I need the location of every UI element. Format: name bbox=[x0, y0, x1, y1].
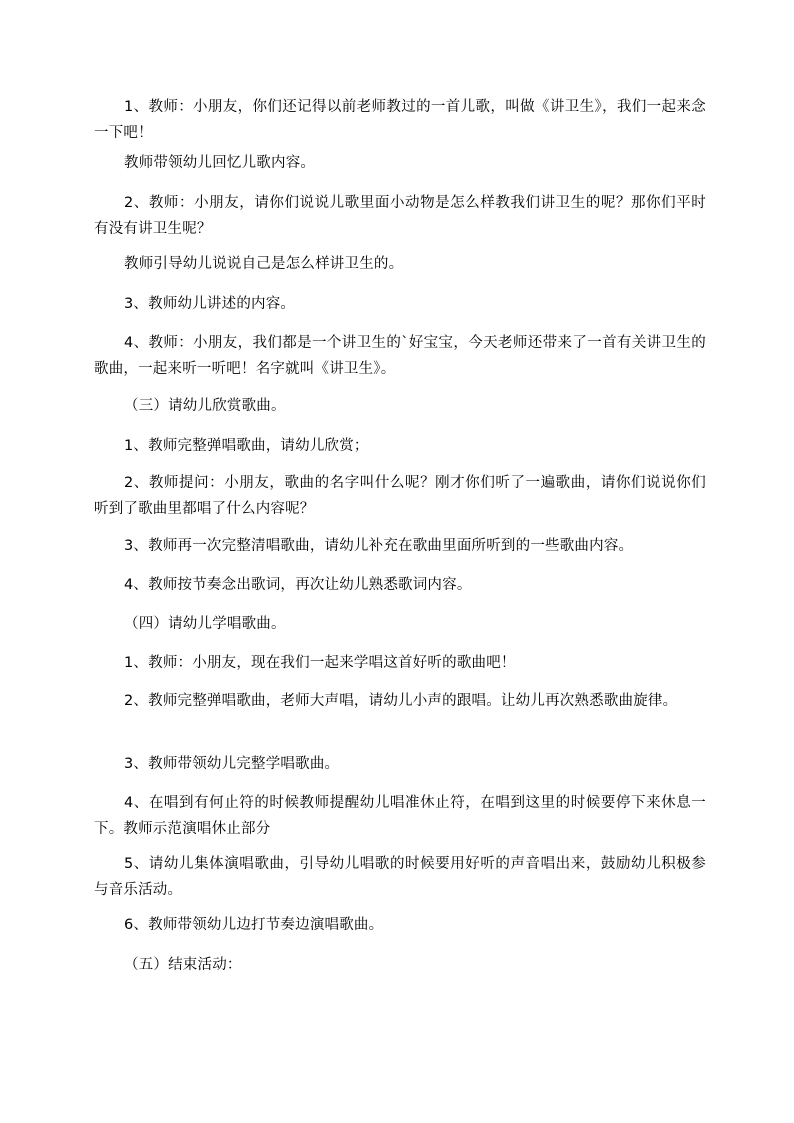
paragraph-3: 2、教师：小朋友，请你们说说儿歌里面小动物是怎么样教我们讲卫生的呢？那你们平时有没有讲卫生呢？ bbox=[94, 195, 706, 237]
paragraph-7: （三）请幼儿欣赏歌曲。 bbox=[124, 398, 286, 414]
paragraph-6: 4、教师：小朋友，我们都是一个讲卫生的`好宝宝，今天老师还带来了一首有关讲卫生的歌曲，一起来听一听吧！名字就叫《讲卫生》。 bbox=[94, 335, 706, 377]
paragraph-1: 1、教师：小朋友，你们还记得以前老师教过的一首儿歌，叫做《讲卫生》，我们一起来念一下吧！ bbox=[94, 99, 706, 141]
paragraph-19: （五）结束活动： bbox=[124, 957, 242, 973]
paragraph-17: 5、请幼儿集体演唱歌曲，引导幼儿唱歌的时候要用好听的声音唱出来，鼓励幼儿积极参与音乐活动。 bbox=[94, 856, 706, 898]
paragraph-12: （四）请幼儿学唱歌曲。 bbox=[124, 616, 286, 632]
paragraph-14: 2、教师完整弹唱歌曲，老师大声唱，请幼儿小声的跟唱。让幼儿再次熟悉歌曲旋律。 bbox=[124, 693, 678, 709]
paragraph-13: 1、教师：小朋友，现在我们一起来学唱这首好听的歌曲吧！ bbox=[124, 655, 516, 671]
paragraph-16: 4、在唱到有何止符的时候教师提醒幼儿唱准休止符，在唱到这里的时候要停下来休息一下。教师示范演唱休止部分 bbox=[94, 795, 706, 837]
paragraph-18: 6、教师带领幼儿边打节奏边演唱歌曲。 bbox=[124, 917, 384, 933]
paragraph-11: 4、教师按节奏念出歌词，再次让幼儿熟悉歌词内容。 bbox=[124, 577, 472, 593]
paragraph-8: 1、教师完整弹唱歌曲，请幼儿欣赏； bbox=[124, 438, 369, 454]
paragraph-5: 3、教师幼儿讲述的内容。 bbox=[124, 296, 296, 312]
paragraph-15: 3、教师带领幼儿完整学唱歌曲。 bbox=[124, 756, 340, 772]
paragraph-2: 教师带领幼儿回忆儿歌内容。 bbox=[124, 155, 316, 171]
paragraph-9: 2、教师提问：小朋友，歌曲的名字叫什么呢？刚才你们听了一遍歌曲，请你们说说你们听到了歌曲里都唱了什么内容呢？ bbox=[94, 475, 706, 517]
paragraph-4: 教师引导幼儿说说自己是怎么样讲卫生的。 bbox=[124, 256, 404, 272]
paragraph-10: 3、教师再一次完整清唱歌曲，请幼儿补充在歌曲里面所听到的一些歌曲内容。 bbox=[124, 538, 634, 554]
